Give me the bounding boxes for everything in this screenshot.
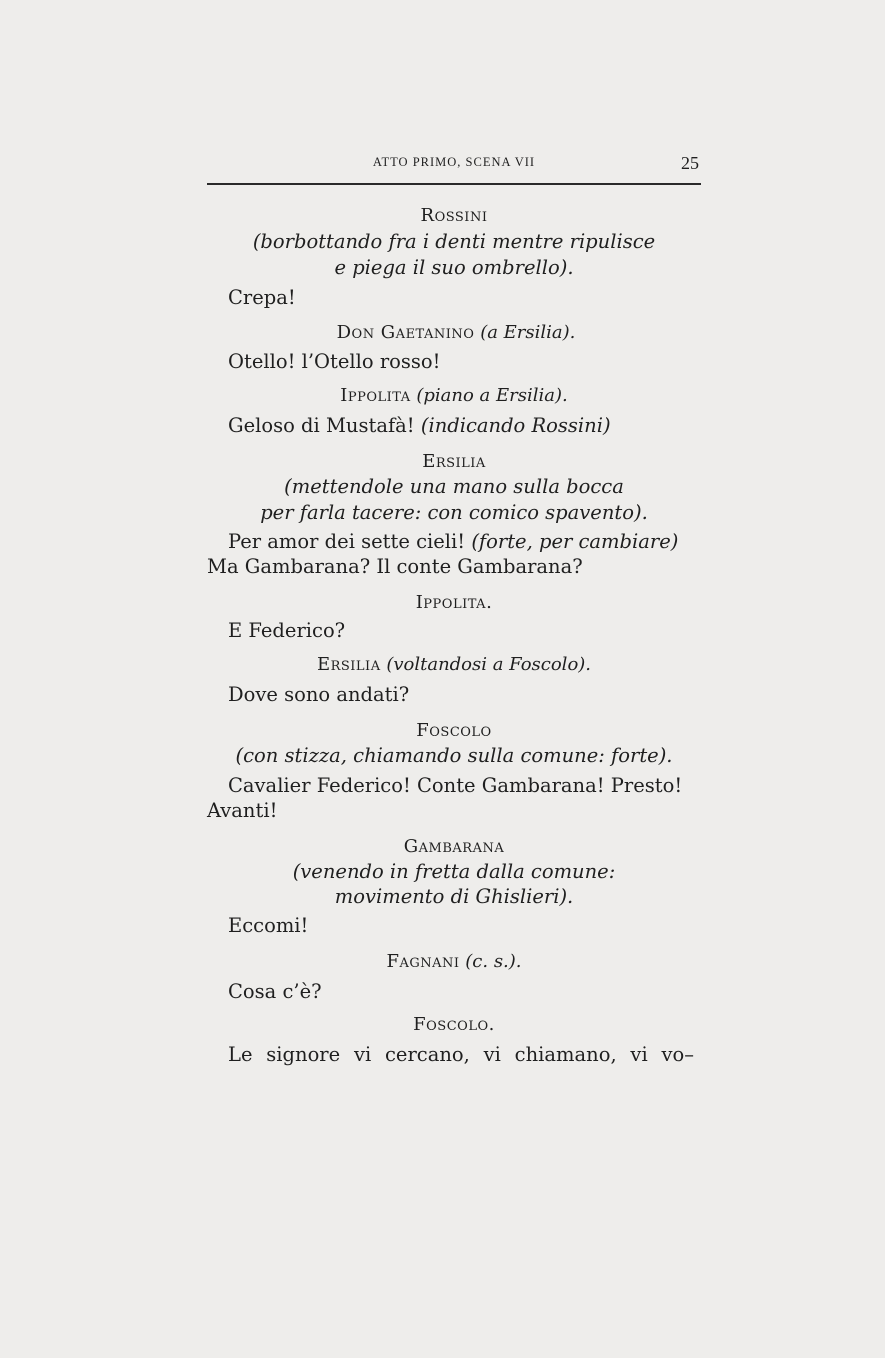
header-rule [207, 183, 701, 185]
stage-direction: per farla tacere: con comico spavento). [260, 501, 648, 524]
speaker-name: Foscolo. [413, 1014, 495, 1035]
speaker-name: Foscolo [416, 720, 492, 741]
speech-line: Dove sono andati? [228, 683, 410, 706]
stage-direction: (venendo in fretta dalla comune: [292, 860, 616, 883]
speaker-line [207, 653, 701, 677]
speech-text: Per amor dei sette cieli! [228, 530, 466, 553]
stage-direction: (mettendole una mano sulla bocca [284, 475, 624, 498]
speaker-line [207, 950, 701, 974]
speech-line: Otello! l’Otello rosso! [228, 350, 441, 373]
speech-line [228, 414, 611, 438]
speaker-direction: (a Ersilia). [480, 322, 576, 343]
page-number: 25 [681, 153, 699, 173]
speaker-direction: (c. s.). [465, 951, 522, 972]
speech-direction: (forte, per cambiare) [471, 530, 679, 553]
running-header [207, 155, 701, 179]
speaker-name: Ersilia [316, 654, 381, 675]
speech-line [228, 530, 678, 554]
speaker-name: Rossini [420, 205, 488, 226]
speech-direction: (indicando Rossini) [420, 414, 611, 437]
stage-direction: (borbottando fra i denti mentre ripulisce [252, 230, 656, 253]
speaker-name: Fagnani [386, 951, 460, 972]
stage-direction: e piega il suo ombrello). [334, 256, 574, 279]
speaker-direction: (voltandosi a Foscolo). [386, 654, 592, 675]
speech-line: Le signore vi cercano, vi chiamano, vi vo– [228, 1043, 694, 1066]
speech-line: Crepa! [228, 286, 296, 309]
speech-line: E Federico? [228, 619, 346, 642]
speaker-name: Ippolita [340, 385, 411, 406]
speaker-line [207, 384, 701, 408]
speech-line: Cosa c’è? [228, 980, 322, 1003]
speech-text: Geloso di Mustafà! [228, 414, 415, 437]
speech-line: Ma Gambarana? Il conte Gambarana? [207, 555, 583, 578]
running-title: ATTO PRIMO, SCENA VII [372, 155, 536, 169]
speaker-name: Ippolita. [415, 592, 493, 613]
speaker-direction: (piano a Ersilia). [416, 385, 568, 406]
stage-direction: (con stizza, chiamando sulla comune: forte). [235, 744, 673, 767]
speaker-name: Don Gaetanino [336, 322, 475, 343]
speech-line: Avanti! [207, 799, 278, 822]
speech-line: Eccomi! [228, 914, 309, 937]
stage-direction: movimento di Ghislieri). [334, 885, 574, 908]
speaker-name: Gambarana [403, 836, 505, 857]
speaker-name: Ersilia [422, 451, 486, 472]
speech-line: Cavalier Federico! Conte Gambarana! Presto! [228, 774, 683, 797]
speaker-line [240, 321, 672, 345]
